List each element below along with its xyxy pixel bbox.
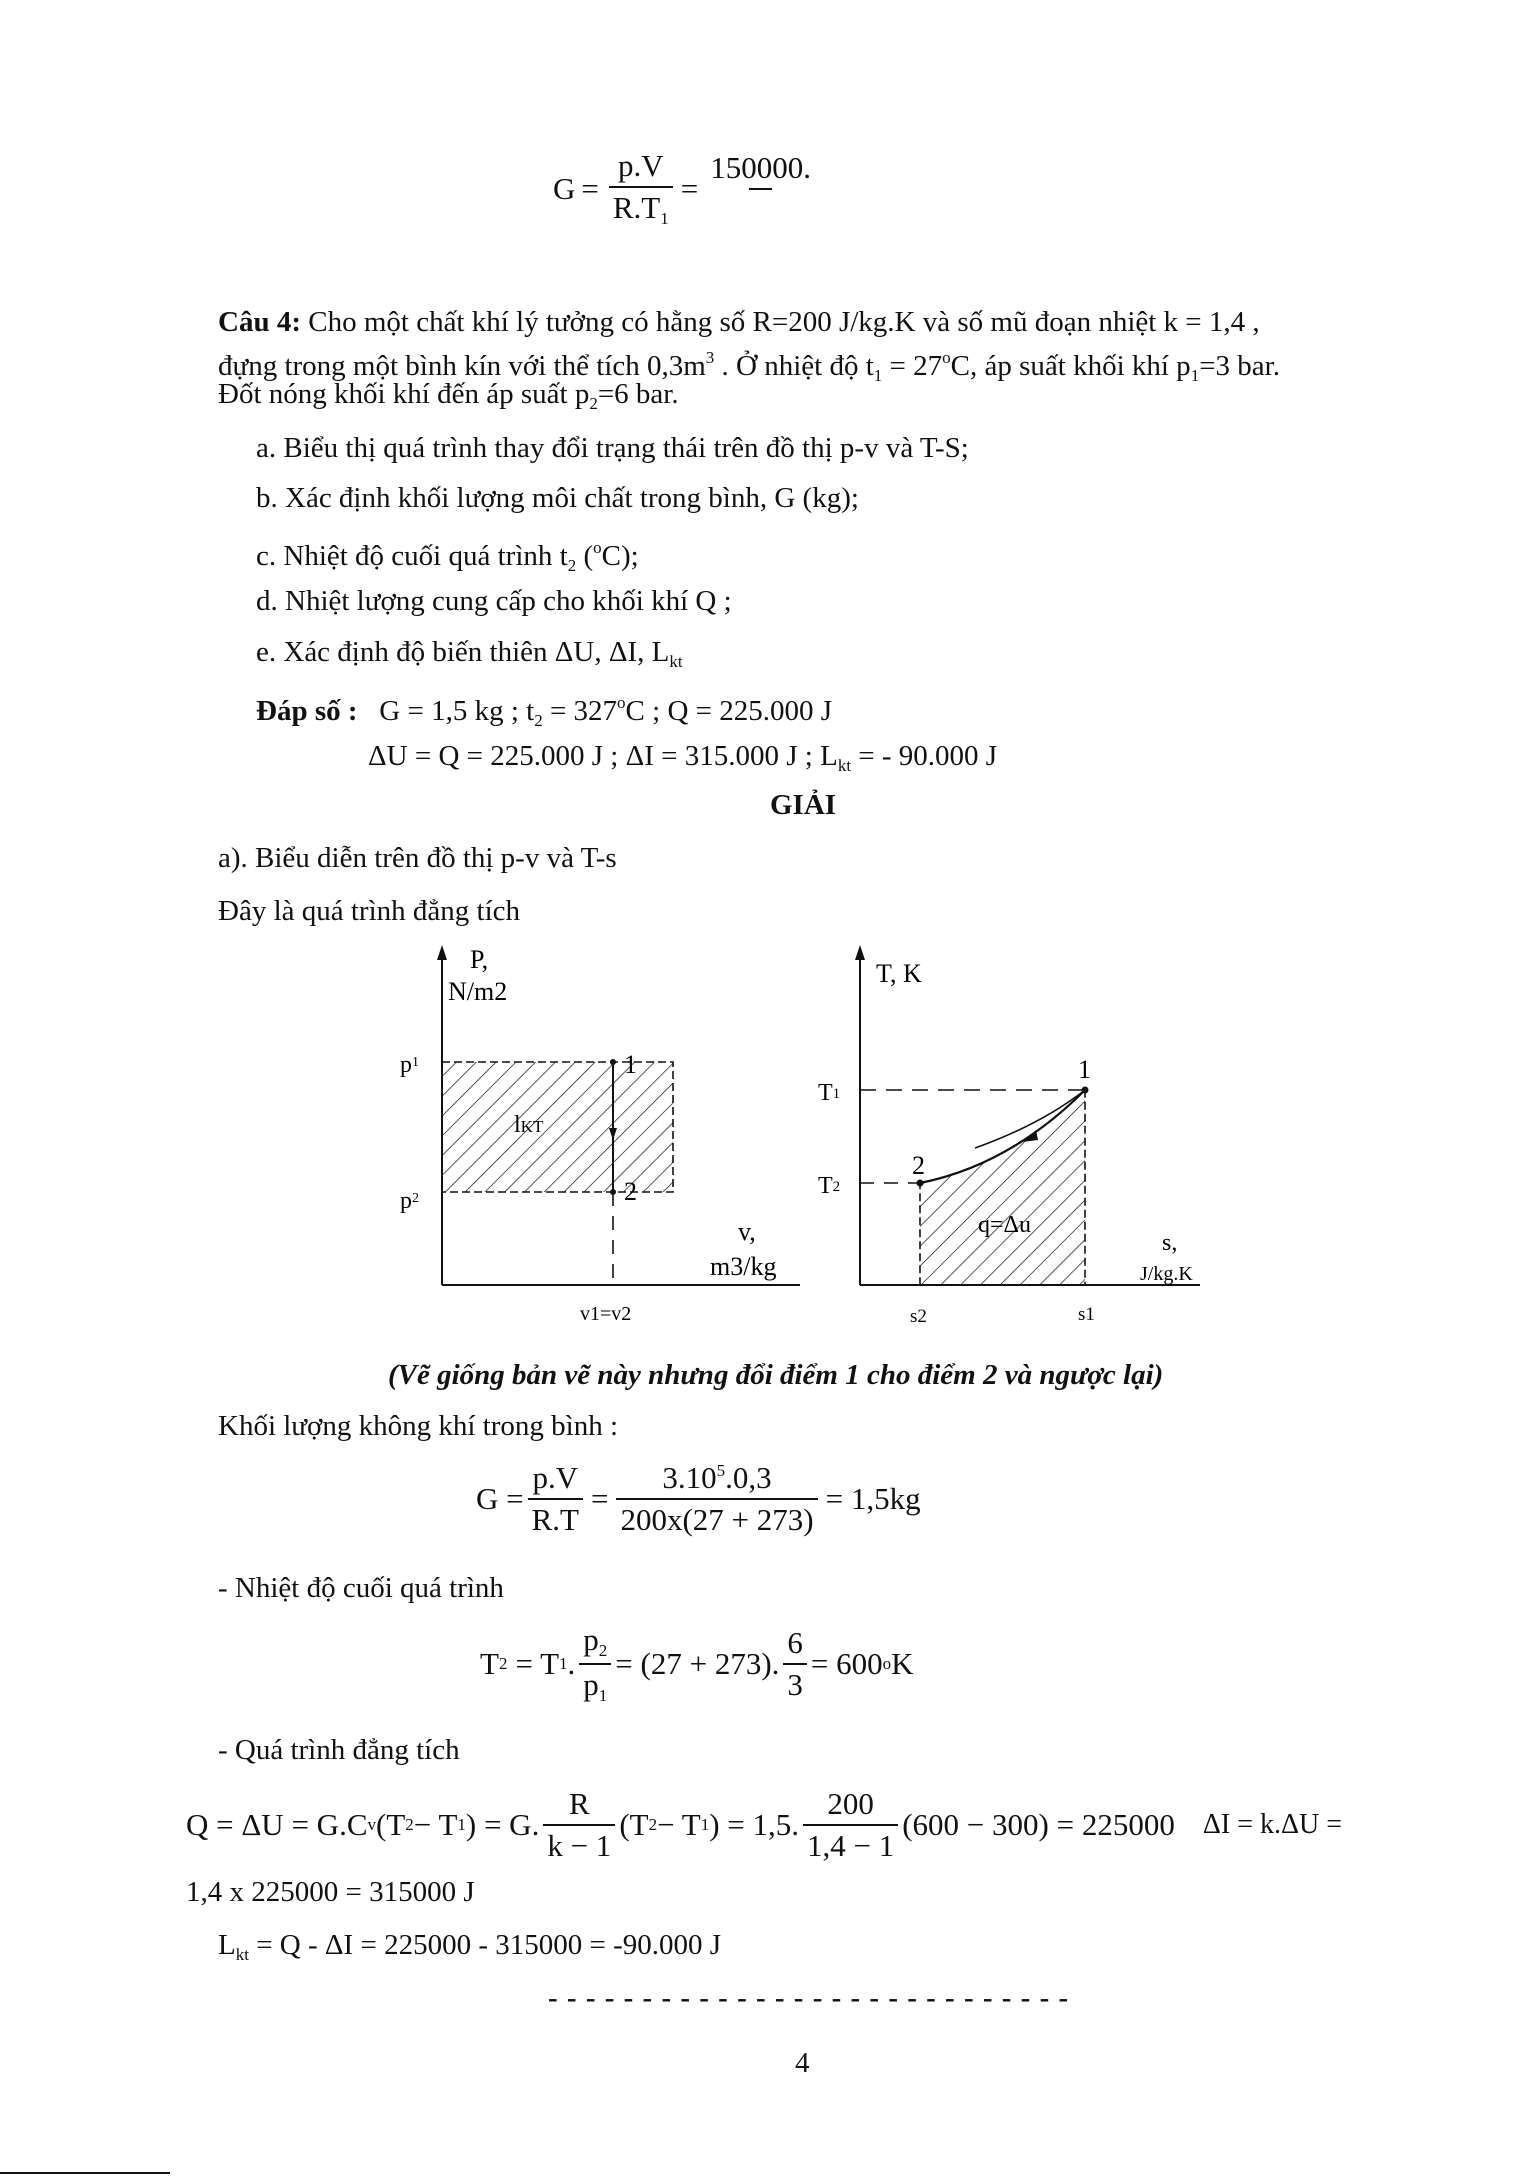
temp-intro: - Nhiệt độ cuối quá trình bbox=[218, 1572, 504, 1604]
mass-frac-1 bbox=[528, 1460, 583, 1538]
line-lkt bbox=[218, 1927, 721, 1973]
pv-point-2 bbox=[610, 1189, 616, 1195]
ts-t2-main: T bbox=[818, 1173, 833, 1199]
pv-p1-main: p bbox=[400, 1052, 412, 1078]
mass-lhs: G = bbox=[476, 1481, 524, 1516]
answer-l2-sub: kt bbox=[837, 756, 852, 775]
mass-intro: Khối lượng không khí trong bình : bbox=[218, 1410, 618, 1442]
mass-n2-sup: 5 bbox=[716, 1461, 726, 1480]
pv-y-arrow-icon bbox=[437, 945, 447, 960]
bottom-rule bbox=[0, 2172, 170, 2174]
answer-l1-sup: o bbox=[617, 693, 626, 712]
top-formula-frac bbox=[609, 148, 673, 229]
ts-t1-sub: 1 bbox=[832, 1086, 841, 1102]
ts-pt2-label: 2 bbox=[912, 1151, 925, 1180]
pv-x-tick: v1=v2 bbox=[580, 1303, 632, 1325]
ts-s2-tick: s2 bbox=[910, 1306, 927, 1327]
q-d1: k − 1 bbox=[543, 1824, 615, 1864]
q-e: ΔI = k.ΔU = bbox=[1202, 1809, 1342, 1840]
temp-result-a: = 600 bbox=[810, 1646, 883, 1681]
top-formula-rhs-num: 150000. bbox=[710, 149, 811, 185]
ts-s1-tick: s1 bbox=[1078, 1304, 1095, 1325]
lkt-a: L bbox=[218, 1929, 236, 1961]
temp-lhs: T bbox=[480, 1646, 499, 1681]
q-b2: − T bbox=[413, 1807, 458, 1842]
item-c bbox=[256, 530, 639, 584]
page-number: 4 bbox=[795, 2047, 810, 2079]
mass-n2 bbox=[658, 1460, 775, 1498]
q-l2d: C, áp suất khối khí p bbox=[950, 350, 1191, 382]
mass-d1: R.T bbox=[528, 1498, 583, 1538]
ts-diagram bbox=[810, 940, 1210, 1340]
item-c-2: ( bbox=[576, 540, 594, 572]
q-l2b: . Ở nhiệt độ t bbox=[714, 350, 874, 382]
answer-line-1 bbox=[256, 685, 832, 739]
isochoric-note: Đây là quá trình đẳng tích bbox=[218, 895, 520, 927]
temp-n2: 6 bbox=[787, 1625, 803, 1660]
pv-pt1-label: 1 bbox=[624, 1050, 637, 1079]
ts-t2-sub: 2 bbox=[832, 1179, 841, 1195]
q-b-sub2: 2 bbox=[405, 1815, 414, 1834]
temp-lhs-sub: 2 bbox=[498, 1654, 508, 1673]
answer-l1b: = 327 bbox=[542, 695, 618, 727]
q-l2-sub1: 1 bbox=[873, 366, 883, 385]
temp-n bbox=[579, 1622, 611, 1663]
ts-t2-label bbox=[818, 1173, 840, 1199]
ts-point-2 bbox=[917, 1180, 924, 1187]
question-label: Câu 4: bbox=[218, 306, 301, 338]
temp-mid: = T bbox=[515, 1646, 560, 1681]
q-formula bbox=[186, 1786, 1396, 1864]
temp-n-sub: 2 bbox=[598, 1641, 608, 1660]
q-l2a: đựng trong một bình kín với thể tích 0,3m bbox=[218, 350, 706, 382]
mass-formula: G = $\frac{p.V}{R.T}$ = $\frac{3.10^5.0,3}{200x(27 + 273)}$ = 1,5kg bbox=[476, 1460, 921, 1537]
question-line-3 bbox=[218, 376, 679, 422]
pv-p2-sub: 2 bbox=[412, 1191, 419, 1206]
q-n2: 200 bbox=[827, 1786, 874, 1821]
top-formula: G = $\frac{p.V}{R.T_1}$ = 150000. bbox=[553, 148, 819, 229]
q-c: (T bbox=[619, 1807, 649, 1842]
top-formula-rhs-den bbox=[749, 188, 773, 228]
q-l3b: =6 bar. bbox=[597, 378, 679, 410]
top-formula-den-text: R.T bbox=[612, 190, 661, 225]
answer-l2a: ΔU = Q = 225.000 J ; ΔI = 315.000 J ; L bbox=[368, 740, 838, 772]
ts-y-label: T, K bbox=[876, 959, 922, 988]
item-c-1: c. Nhiệt độ cuối quá trình t bbox=[256, 540, 568, 572]
temp-mid2: = (27 + 273). bbox=[615, 1646, 780, 1681]
q-a-sub: v bbox=[367, 1815, 376, 1834]
question-line1-text: Cho một chất khí lý tưởng có hằng số R=200 J/kg.K và số mũ đoạn nhiệt k = 1,4 , bbox=[308, 306, 1260, 338]
temp-d-main: p bbox=[583, 1667, 599, 1702]
q-d2: 1,4 − 1 bbox=[803, 1824, 898, 1864]
q-d: (600 − 300) = 225000 bbox=[902, 1807, 1175, 1842]
top-formula-den-sub: 1 bbox=[660, 209, 669, 228]
answer-label: Đáp số : bbox=[256, 695, 358, 727]
q-b3: ) = G. bbox=[465, 1807, 540, 1842]
pv-pt2-label: 2 bbox=[624, 1177, 637, 1206]
temp-frac-2 bbox=[783, 1625, 807, 1703]
q-frac-2 bbox=[803, 1786, 898, 1864]
pv-hatched-area bbox=[442, 1062, 673, 1192]
mass-n2b: .0,3 bbox=[725, 1460, 772, 1495]
answer-l1-sub: 2 bbox=[534, 711, 543, 730]
line-delta-i: 1,4 x 225000 = 315000 J bbox=[186, 1876, 475, 1908]
temp-formula: T 2 = T 1 . $\frac{p_2}{p_1}$ = (27 + 273). $\frac{6}{3}$ = 600 o K bbox=[480, 1622, 914, 1705]
mass-frac-2 bbox=[616, 1460, 817, 1538]
answer-l2b: = - 90.000 J bbox=[851, 740, 998, 772]
q-c-sub2: 2 bbox=[648, 1815, 658, 1834]
diagram-caption: (Vẽ giống bản vẽ này nhưng đổi điểm 1 cho điểm 2 và ngược lại) bbox=[388, 1359, 1164, 1391]
pv-p2-main: p bbox=[400, 1188, 412, 1214]
process-intro: - Quá trình đẳng tích bbox=[218, 1734, 460, 1766]
lkt-sub: kt bbox=[235, 1945, 249, 1964]
mass-n2a: 3.10 bbox=[662, 1460, 717, 1495]
ts-hatched-area bbox=[920, 1090, 1085, 1285]
ts-curve-arrow-icon bbox=[1022, 1130, 1038, 1142]
q-b: (T bbox=[376, 1807, 406, 1842]
ts-x-label-1: s, bbox=[1162, 1230, 1178, 1256]
item-e bbox=[256, 634, 683, 680]
part-a-heading: a). Biểu diễn trên đồ thị p-v và T-s bbox=[218, 842, 617, 874]
ts-t1-main: T bbox=[818, 1080, 833, 1106]
ts-y-arrow-icon bbox=[855, 945, 865, 960]
pv-area-main: l bbox=[514, 1112, 521, 1138]
pv-x-label-2: m3/kg bbox=[710, 1252, 777, 1281]
pv-point-1 bbox=[610, 1059, 616, 1065]
question-line-1 bbox=[218, 304, 1383, 340]
q-c-sub1: 1 bbox=[700, 1815, 710, 1834]
item-e-1: e. Xác định độ biến thiên ΔU, ΔI, L bbox=[256, 636, 670, 668]
top-formula-lhs: G bbox=[553, 170, 576, 206]
pv-y-label-2: N/m2 bbox=[448, 977, 508, 1006]
q-c3: ) = 1,5. bbox=[709, 1807, 799, 1842]
q-l3a: Đốt nóng khối khí đến áp suất p bbox=[218, 378, 590, 410]
ts-pt1-label: 1 bbox=[1078, 1055, 1091, 1084]
temp-result-b: K bbox=[891, 1646, 914, 1681]
temp-mid-sub: 1 bbox=[559, 1654, 568, 1673]
pv-x-label-1: v, bbox=[738, 1217, 756, 1246]
top-formula-num: p.V bbox=[617, 148, 664, 183]
temp-frac-1 bbox=[579, 1622, 611, 1706]
solution-title: GIẢI bbox=[770, 789, 837, 821]
q-frac-1 bbox=[543, 1786, 615, 1864]
q-l3-sub: 2 bbox=[589, 394, 598, 413]
temp-d-sub: 1 bbox=[598, 1686, 608, 1705]
pv-p1-label bbox=[400, 1052, 419, 1078]
answer-l1c: C ; Q = 225.000 J bbox=[625, 695, 833, 727]
temp-d2: 3 bbox=[783, 1663, 807, 1703]
mass-n1: p.V bbox=[532, 1460, 579, 1495]
top-formula-rhs bbox=[706, 150, 815, 228]
q-l2e: =3 bar. bbox=[1199, 350, 1280, 382]
pv-p2-label bbox=[400, 1188, 419, 1214]
temp-d bbox=[579, 1663, 611, 1706]
answer-line-2 bbox=[368, 738, 997, 784]
item-d: d. Nhiệt lượng cung cấp cho khối khí Q ; bbox=[256, 585, 732, 617]
pv-p1-sub: 1 bbox=[412, 1055, 419, 1070]
ts-point-1 bbox=[1082, 1087, 1089, 1094]
answer-l1a: G = 1,5 kg ; t bbox=[379, 695, 535, 727]
q-l2-sup2: o bbox=[942, 348, 951, 367]
mass-d2: 200x(27 + 273) bbox=[616, 1498, 817, 1538]
q-b-sub1: 1 bbox=[457, 1815, 466, 1834]
q-l2c: = 27 bbox=[882, 350, 943, 382]
ts-x-label-2: J/kg.K bbox=[1140, 1263, 1193, 1285]
item-c-3: C); bbox=[601, 540, 639, 572]
pv-area-sub: KT bbox=[520, 1117, 544, 1136]
top-formula-den bbox=[609, 186, 673, 229]
item-b: b. Xác định khối lượng môi chất trong bình, G (kg); bbox=[256, 482, 859, 514]
item-c-sub: 2 bbox=[567, 556, 577, 575]
item-e-sub: kt bbox=[669, 652, 683, 671]
lkt-b: = Q - ΔI = 225000 - 315000 = -90.000 J bbox=[248, 1929, 722, 1961]
item-c-sup: o bbox=[593, 538, 602, 557]
mass-result: = 1,5kg bbox=[825, 1481, 921, 1516]
temp-result-sup: o bbox=[882, 1654, 892, 1673]
item-a: a. Biểu thị quá trình thay đổi trạng thái trên đồ thị p-v và T-S; bbox=[256, 432, 969, 464]
ts-area-label: q=Δu bbox=[978, 1212, 1031, 1238]
q-a: Q = ΔU = G.C bbox=[186, 1807, 368, 1842]
q-l2-sub2: 1 bbox=[1190, 366, 1200, 385]
temp-n-main: p bbox=[583, 1622, 599, 1657]
q-n1: R bbox=[568, 1786, 590, 1821]
pv-y-label-1: P, bbox=[470, 945, 489, 974]
pv-diagram bbox=[380, 940, 820, 1340]
q-c2: − T bbox=[657, 1807, 701, 1842]
separator: - - - - - - - - - - - - - - - - - - - - - - - - - - - - bbox=[548, 1982, 1070, 2014]
ts-t1-label bbox=[818, 1080, 840, 1106]
q-l2-sup: 3 bbox=[705, 348, 715, 367]
